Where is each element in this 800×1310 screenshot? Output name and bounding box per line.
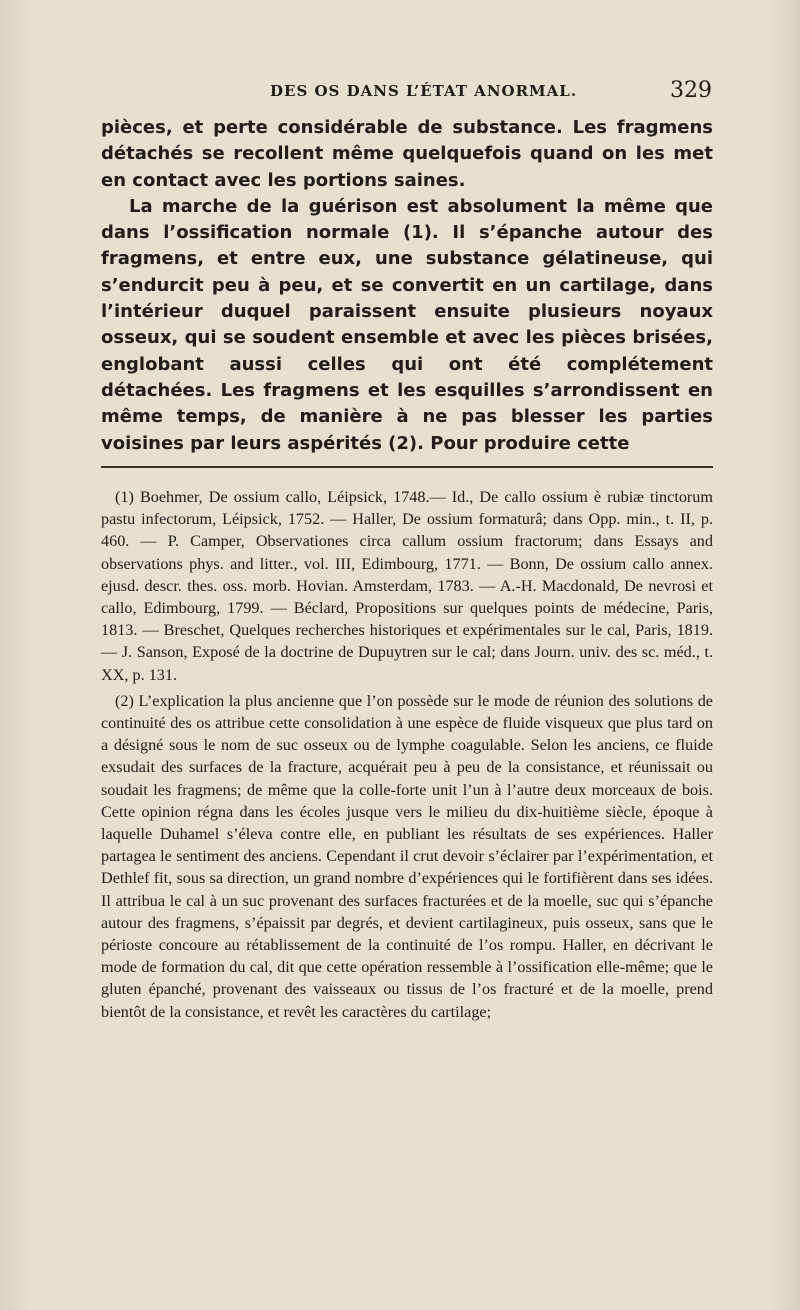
footnotes [101, 486, 713, 1023]
footnote-2: (2) L’explication la plus ancienne que l’on possède sur le mode de réunion des solutions de continuité des os attribue cette consolidation à une espèce de fluide visqueux que plus tard on a désigné sous le nom de suc osseux ou de lymphe coagulable. Selon les anciens, ce fluide exsudait des surfaces de la fracture, acquérait peu à peu de la consistance, et réunissait ou soudait les fragmens; de même que la colle-forte unit l’un à l’autre deux morceaux de bois. Cette opinion régna dans les écoles jusque vers le milieu du dix-huitième siècle, époque à laquelle Duhamel s’éleva contre elle, en publiant les résultats de ses expériences. Haller partagea le sentiment des anciens. Cependant il crut devoir s’éclairer par l’expérimentation, et Dethlef fit, sous sa direction, un grand nombre d’expériences qui le fortifièrent dans ses idées. Il attribua le cal à un suc provenant des surfaces fracturées et de la moelle, suc qui s’épanche autour des fragmens, s’épaissit par degrés, et devient cartilagineux, puis osseux, sans que le périoste concoure au rétablissement de la continuité de l’os rompu. Haller, en décrivant le mode de formation du cal, dit que cette opération ressemble à l’ossification elle-même; que le gluten épanché, provenant des vaisseaux ou tissus de l’os fracturé et de la moelle, prend bientôt de la consistance, et revêt les caractères du cartilage; [101, 691, 713, 1021]
footnote-separator [101, 466, 713, 468]
page-number: 329 [670, 78, 712, 103]
paragraph-1: pièces, et perte considérable de substance. Les fragmens détachés se recollent même quelquefois quand on les met en contact avec les portions saines. [101, 117, 713, 191]
running-title: DES OS DANS L’ÉTAT ANORMAL. [270, 82, 578, 100]
main-text [101, 115, 713, 457]
paragraph-2: La marche de la guérison est absolument la même que dans l’ossification normale (1). Il s’épanche autour des fragmens, et entre eux, une substance gélatineuse, qui s’endurcit peu à peu, et se convertit en un cartilage, dans l’intérieur duquel paraissent ensuite plusieurs noyaux osseux, qui se soudent ensemble et avec les pièces brisées, englobant aussi celles qui ont été complétement détachées. Les fragmens et les esquilles s’arrondissent en même temps, de manière à ne pas blesser les parties voisines par leurs aspérités (2). Pour produire cette [101, 195, 713, 454]
footnote-1: (1) Boehmer, De ossium callo, Léipsick, 1748.— Id., De callo ossium è rubiæ tinctorum pastu infectorum, Léipsick, 1752. — Haller, De ossium formaturâ; dans Opp. min., t. II, p. 460. — P. Camper, Observationes circa callum ossium fractorum; dans Essays and observations phys. and litter., vol. III, Edimbourg, 1771. — Bonn, De ossium callo annex. ejusd. descr. thes. oss. morb. Hovian. Amsterdam, 1783. — A.-H. Macdonald, De nevrosi et callo, Edimbourg, 1799. — Béclard, Propositions sur quelques points de médecine, Paris, 1813. — Breschet, Quelques recherches historiques et expérimentales sur le cal, Paris, 1819. — J. Sanson, Exposé de la doctrine de Dupuytren sur le cal; dans Journ. univ. des sc. méd., t. XX, p. 131. [101, 488, 713, 684]
running-head [100, 78, 712, 108]
